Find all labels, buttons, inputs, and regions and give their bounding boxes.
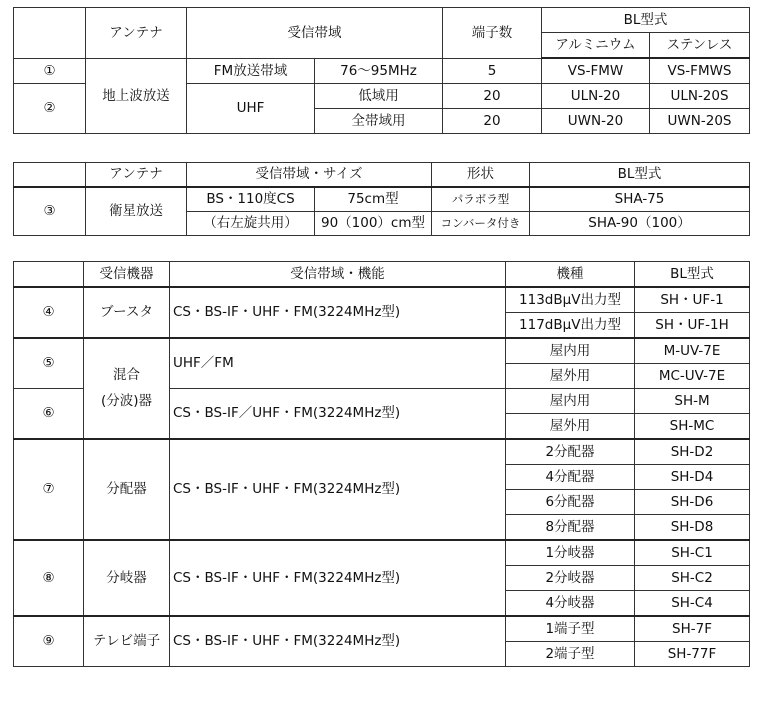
header-aluminum: アルミニウム <box>542 33 650 59</box>
table-row <box>14 187 750 212</box>
bl-cell: SHA-90（100） <box>530 212 750 236</box>
model-cell: 1分岐器 <box>506 540 635 566</box>
device-line: (分波)器 <box>100 392 153 409</box>
table-row <box>14 58 750 84</box>
terminals-cell: 20 <box>443 109 542 134</box>
header-terminals: 端子数 <box>443 8 542 59</box>
row-number: ⑥ <box>14 389 84 440</box>
bl-cell: SH-D6 <box>635 490 750 515</box>
model-cell: 屋内用 <box>506 389 635 414</box>
satellite-antenna-table <box>13 162 750 236</box>
row-number: ② <box>14 84 86 134</box>
category-cell: 衛星放送 <box>86 187 187 236</box>
band-function-cell: CS・BS-IF／UHF・FM(3224MHz型) <box>170 389 506 440</box>
row-number: ③ <box>14 187 86 236</box>
bl-cell: SH・UF-1H <box>635 313 750 339</box>
model-cell: 113dBμV出力型 <box>506 287 635 313</box>
header-bl-type: BL型式 <box>635 262 750 288</box>
header-number <box>14 163 86 188</box>
model-cell: 4分岐器 <box>506 591 635 617</box>
header-antenna: アンテナ <box>86 8 187 59</box>
device-line: 混合 <box>113 366 140 383</box>
device-cell: 分配器 <box>84 439 170 540</box>
band-function-cell: UHF／FM <box>170 338 506 389</box>
device-cell <box>84 338 170 439</box>
header-device: 受信機器 <box>84 262 170 288</box>
bl-cell: SH-M <box>635 389 750 414</box>
header-number <box>14 8 86 59</box>
bl-cell: SH-D8 <box>635 515 750 541</box>
table-header-row <box>14 8 750 33</box>
shape-cell: パラボラ型 <box>432 187 530 212</box>
table-row <box>14 338 750 364</box>
aluminum-cell: ULN-20 <box>542 84 650 109</box>
aluminum-cell: UWN-20 <box>542 109 650 134</box>
terminals-cell: 5 <box>443 58 542 84</box>
bl-cell: SH-D4 <box>635 465 750 490</box>
header-model: 機種 <box>506 262 635 288</box>
device-cell: ブースタ <box>84 287 170 338</box>
shape-cell: コンバータ付き <box>432 212 530 236</box>
band-cell: （右左旋共用） <box>187 212 315 236</box>
table-header-row <box>14 163 750 188</box>
bl-cell: SH-7F <box>635 616 750 642</box>
model-cell: 2分岐器 <box>506 566 635 591</box>
device-cell: テレビ端子 <box>84 616 170 667</box>
band-function-cell: CS・BS-IF・UHF・FM(3224MHz型) <box>170 616 506 667</box>
size-cell: 75cm型 <box>315 187 432 212</box>
model-cell: 117dBμV出力型 <box>506 313 635 339</box>
band-function-cell: CS・BS-IF・UHF・FM(3224MHz型) <box>170 439 506 540</box>
sub-band-cell: 76～95MHz <box>315 58 443 84</box>
model-cell: 1端子型 <box>506 616 635 642</box>
size-cell: 90（100）cm型 <box>315 212 432 236</box>
sub-band-cell: 低域用 <box>315 84 443 109</box>
model-cell: 2分配器 <box>506 439 635 465</box>
receiving-equipment-table <box>13 261 750 667</box>
bl-cell: SH-C4 <box>635 591 750 617</box>
category-cell: 地上波放送 <box>86 58 187 134</box>
band-cell: UHF <box>187 84 315 134</box>
band-cell: FM放送帯域 <box>187 58 315 84</box>
header-bl-type: BL型式 <box>530 163 750 188</box>
model-cell: 4分配器 <box>506 465 635 490</box>
band-function-cell: CS・BS-IF・UHF・FM(3224MHz型) <box>170 540 506 616</box>
stainless-cell: UWN-20S <box>650 109 750 134</box>
row-number: ⑦ <box>14 439 84 540</box>
row-number: ⑧ <box>14 540 84 616</box>
row-number: ⑤ <box>14 338 84 389</box>
model-cell: 屋外用 <box>506 414 635 440</box>
bl-cell: SH-MC <box>635 414 750 440</box>
bl-cell: SH・UF-1 <box>635 287 750 313</box>
model-cell: 8分配器 <box>506 515 635 541</box>
bl-cell: SH-D2 <box>635 439 750 465</box>
header-number <box>14 262 84 288</box>
stainless-cell: VS-FMWS <box>650 58 750 84</box>
row-number: ④ <box>14 287 84 338</box>
table-row <box>14 616 750 642</box>
header-stainless: ステンレス <box>650 33 750 59</box>
header-band: 受信帯域 <box>187 8 443 59</box>
header-antenna: アンテナ <box>86 163 187 188</box>
table-row <box>14 439 750 465</box>
bl-cell: SHA-75 <box>530 187 750 212</box>
row-number: ⑨ <box>14 616 84 667</box>
device-cell: 分岐器 <box>84 540 170 616</box>
table-header-row <box>14 262 750 288</box>
band-cell: BS・110度CS <box>187 187 315 212</box>
table-row <box>14 540 750 566</box>
bl-cell: SH-77F <box>635 642 750 667</box>
model-cell: 屋内用 <box>506 338 635 364</box>
row-number: ① <box>14 58 86 84</box>
bl-cell: SH-C2 <box>635 566 750 591</box>
bl-cell: MC-UV-7E <box>635 364 750 389</box>
aluminum-cell: VS-FMW <box>542 58 650 84</box>
model-cell: 2端子型 <box>506 642 635 667</box>
stainless-cell: ULN-20S <box>650 84 750 109</box>
header-bl-type: BL型式 <box>542 8 750 33</box>
sub-band-cell: 全帯域用 <box>315 109 443 134</box>
terrestrial-antenna-table <box>13 7 750 134</box>
header-band-function: 受信帯域・機能 <box>170 262 506 288</box>
terminals-cell: 20 <box>443 84 542 109</box>
bl-cell: M-UV-7E <box>635 338 750 364</box>
model-cell: 6分配器 <box>506 490 635 515</box>
model-cell: 屋外用 <box>506 364 635 389</box>
bl-cell: SH-C1 <box>635 540 750 566</box>
header-shape: 形状 <box>432 163 530 188</box>
table-row <box>14 287 750 313</box>
band-function-cell: CS・BS-IF・UHF・FM(3224MHz型) <box>170 287 506 338</box>
header-band-size: 受信帯域・サイズ <box>187 163 432 188</box>
